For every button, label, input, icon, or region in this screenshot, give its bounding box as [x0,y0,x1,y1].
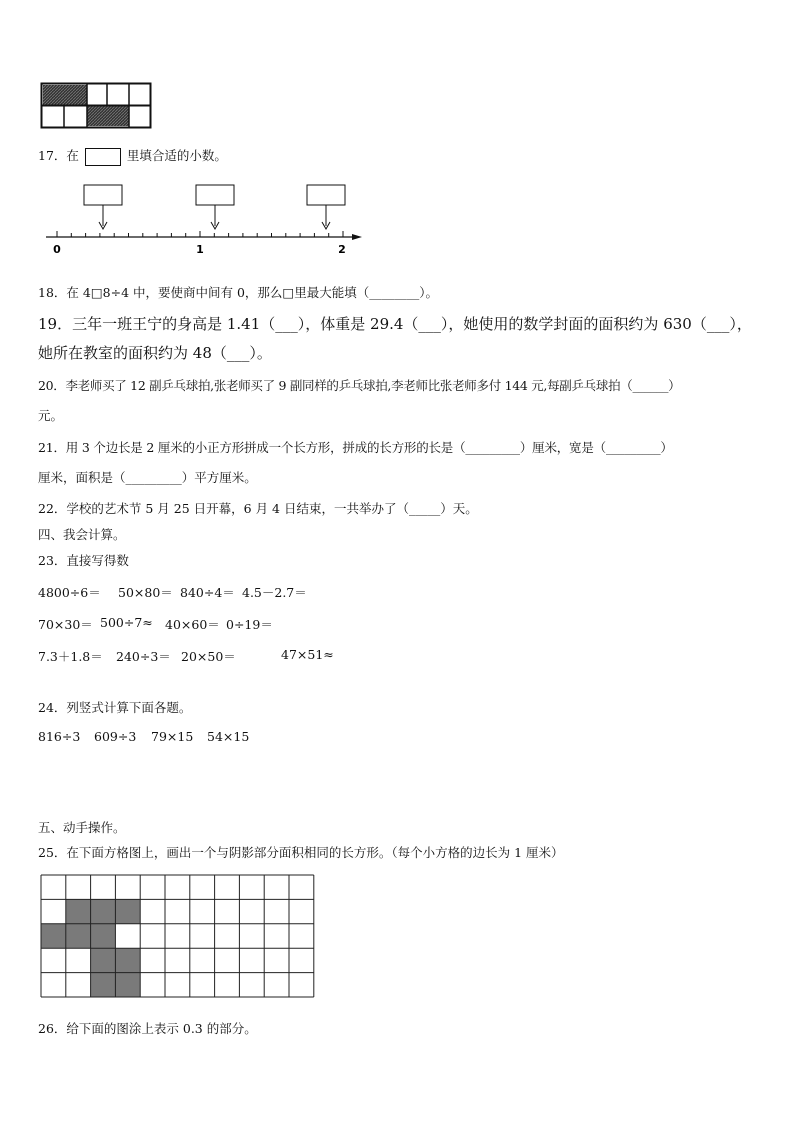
grid-shaded-cell [91,899,116,923]
q24-item: 609÷3 [94,729,137,744]
section-4-title: 四、我会计算。 [38,527,126,542]
axis-label-2: 2 [338,243,346,256]
fraction-strip-figure [40,82,152,130]
q17-line [38,146,227,166]
q23-item: 4.5－2.7＝ [242,585,307,600]
q24-item: 79×15 [151,729,194,744]
strip-shaded-bottom [87,106,129,126]
q17-number-line [40,180,370,260]
grid-shaded-cell [41,924,66,948]
strip-shaded-top [43,85,87,105]
q23-item: 4800÷6＝ [38,585,101,600]
q24-item: 54×15 [207,729,250,744]
q18-text: 18．在 4□8÷4 中，要使商中间有 0，那么□里最大能填（________）。 [38,285,438,300]
q24-title: 24．列竖式计算下面各题。 [38,700,192,715]
grid-shaded-cell [66,899,91,923]
axis-label-1: 1 [196,243,204,256]
grid-shaded-cell [91,924,116,948]
grid-shaded-cell [115,899,140,923]
q20-line2: 元。 [38,408,64,423]
grid-shaded-cell [91,948,116,972]
q21-line2: 厘米，面积是（_________）平方厘米。 [38,470,257,485]
q26-text: 26．给下面的图涂上表示 0.3 的部分。 [38,1021,257,1036]
q21-line1: 21．用 3 个边长是 2 厘米的小正方形拼成一个长方形，拼成的长方形的长是（_________）厘米，宽是（_________） [38,440,673,455]
q17-prefix: 17．在 [38,148,79,163]
q20-line1: 20．李老师买了 12 副乒乓球拍,张老师买了 9 副同样的乒乓球拍,李老师比张老师多付 144 元,每副乒乓球拍（______） [38,378,681,393]
section-5-title: 五、动手操作。 [38,820,126,835]
q23-title: 23．直接写得数 [38,553,129,568]
q25-text: 25．在下面方格图上，画出一个与阴影部分面积相同的长方形。（每个小方格的边长为 1 厘米） [38,845,564,860]
axis-label-0: 0 [53,243,61,256]
q23-item: 70×30＝ [38,617,93,632]
q23-item: 0÷19＝ [226,617,273,632]
grid-shaded-cell [115,948,140,972]
grid-shaded-cell [91,973,116,997]
q23-item: 50×80＝ [118,585,173,600]
q24-item: 816÷3 [38,729,81,744]
q23-item: 47×51≈ [281,647,334,662]
grid-shaded-cell [66,924,91,948]
numberline-box-2[interactable] [196,185,234,205]
q22-text: 22．学校的艺术节 5 月 25 日开幕，6 月 4 日结束，一共举办了（_____）天。 [38,501,478,516]
q23-item: 240÷3＝ [116,649,171,664]
q19-line2: 她所在教室的面积约为 48（___）。 [38,344,272,362]
q23-item: 840÷4＝ [180,585,235,600]
q25-square-grid[interactable] [40,874,318,1004]
q23-item: 7.3＋1.8＝ [38,649,103,664]
q23-item: 500÷7≈ [100,615,153,630]
q19-line1: 19．三年一班王宁的身高是 1.41（___），体重是 29.4（___），她使用的数学封面的面积约为 630（___）， [38,315,752,333]
numberline-box-1[interactable] [84,185,122,205]
q23-item: 20×50＝ [181,649,236,664]
q17-suffix: 里填合适的小数。 [126,148,227,163]
grid-shaded-cell [115,973,140,997]
numberline-box-3[interactable] [307,185,345,205]
q23-item: 40×60＝ [165,617,220,632]
q17-answer-box[interactable] [85,148,121,166]
